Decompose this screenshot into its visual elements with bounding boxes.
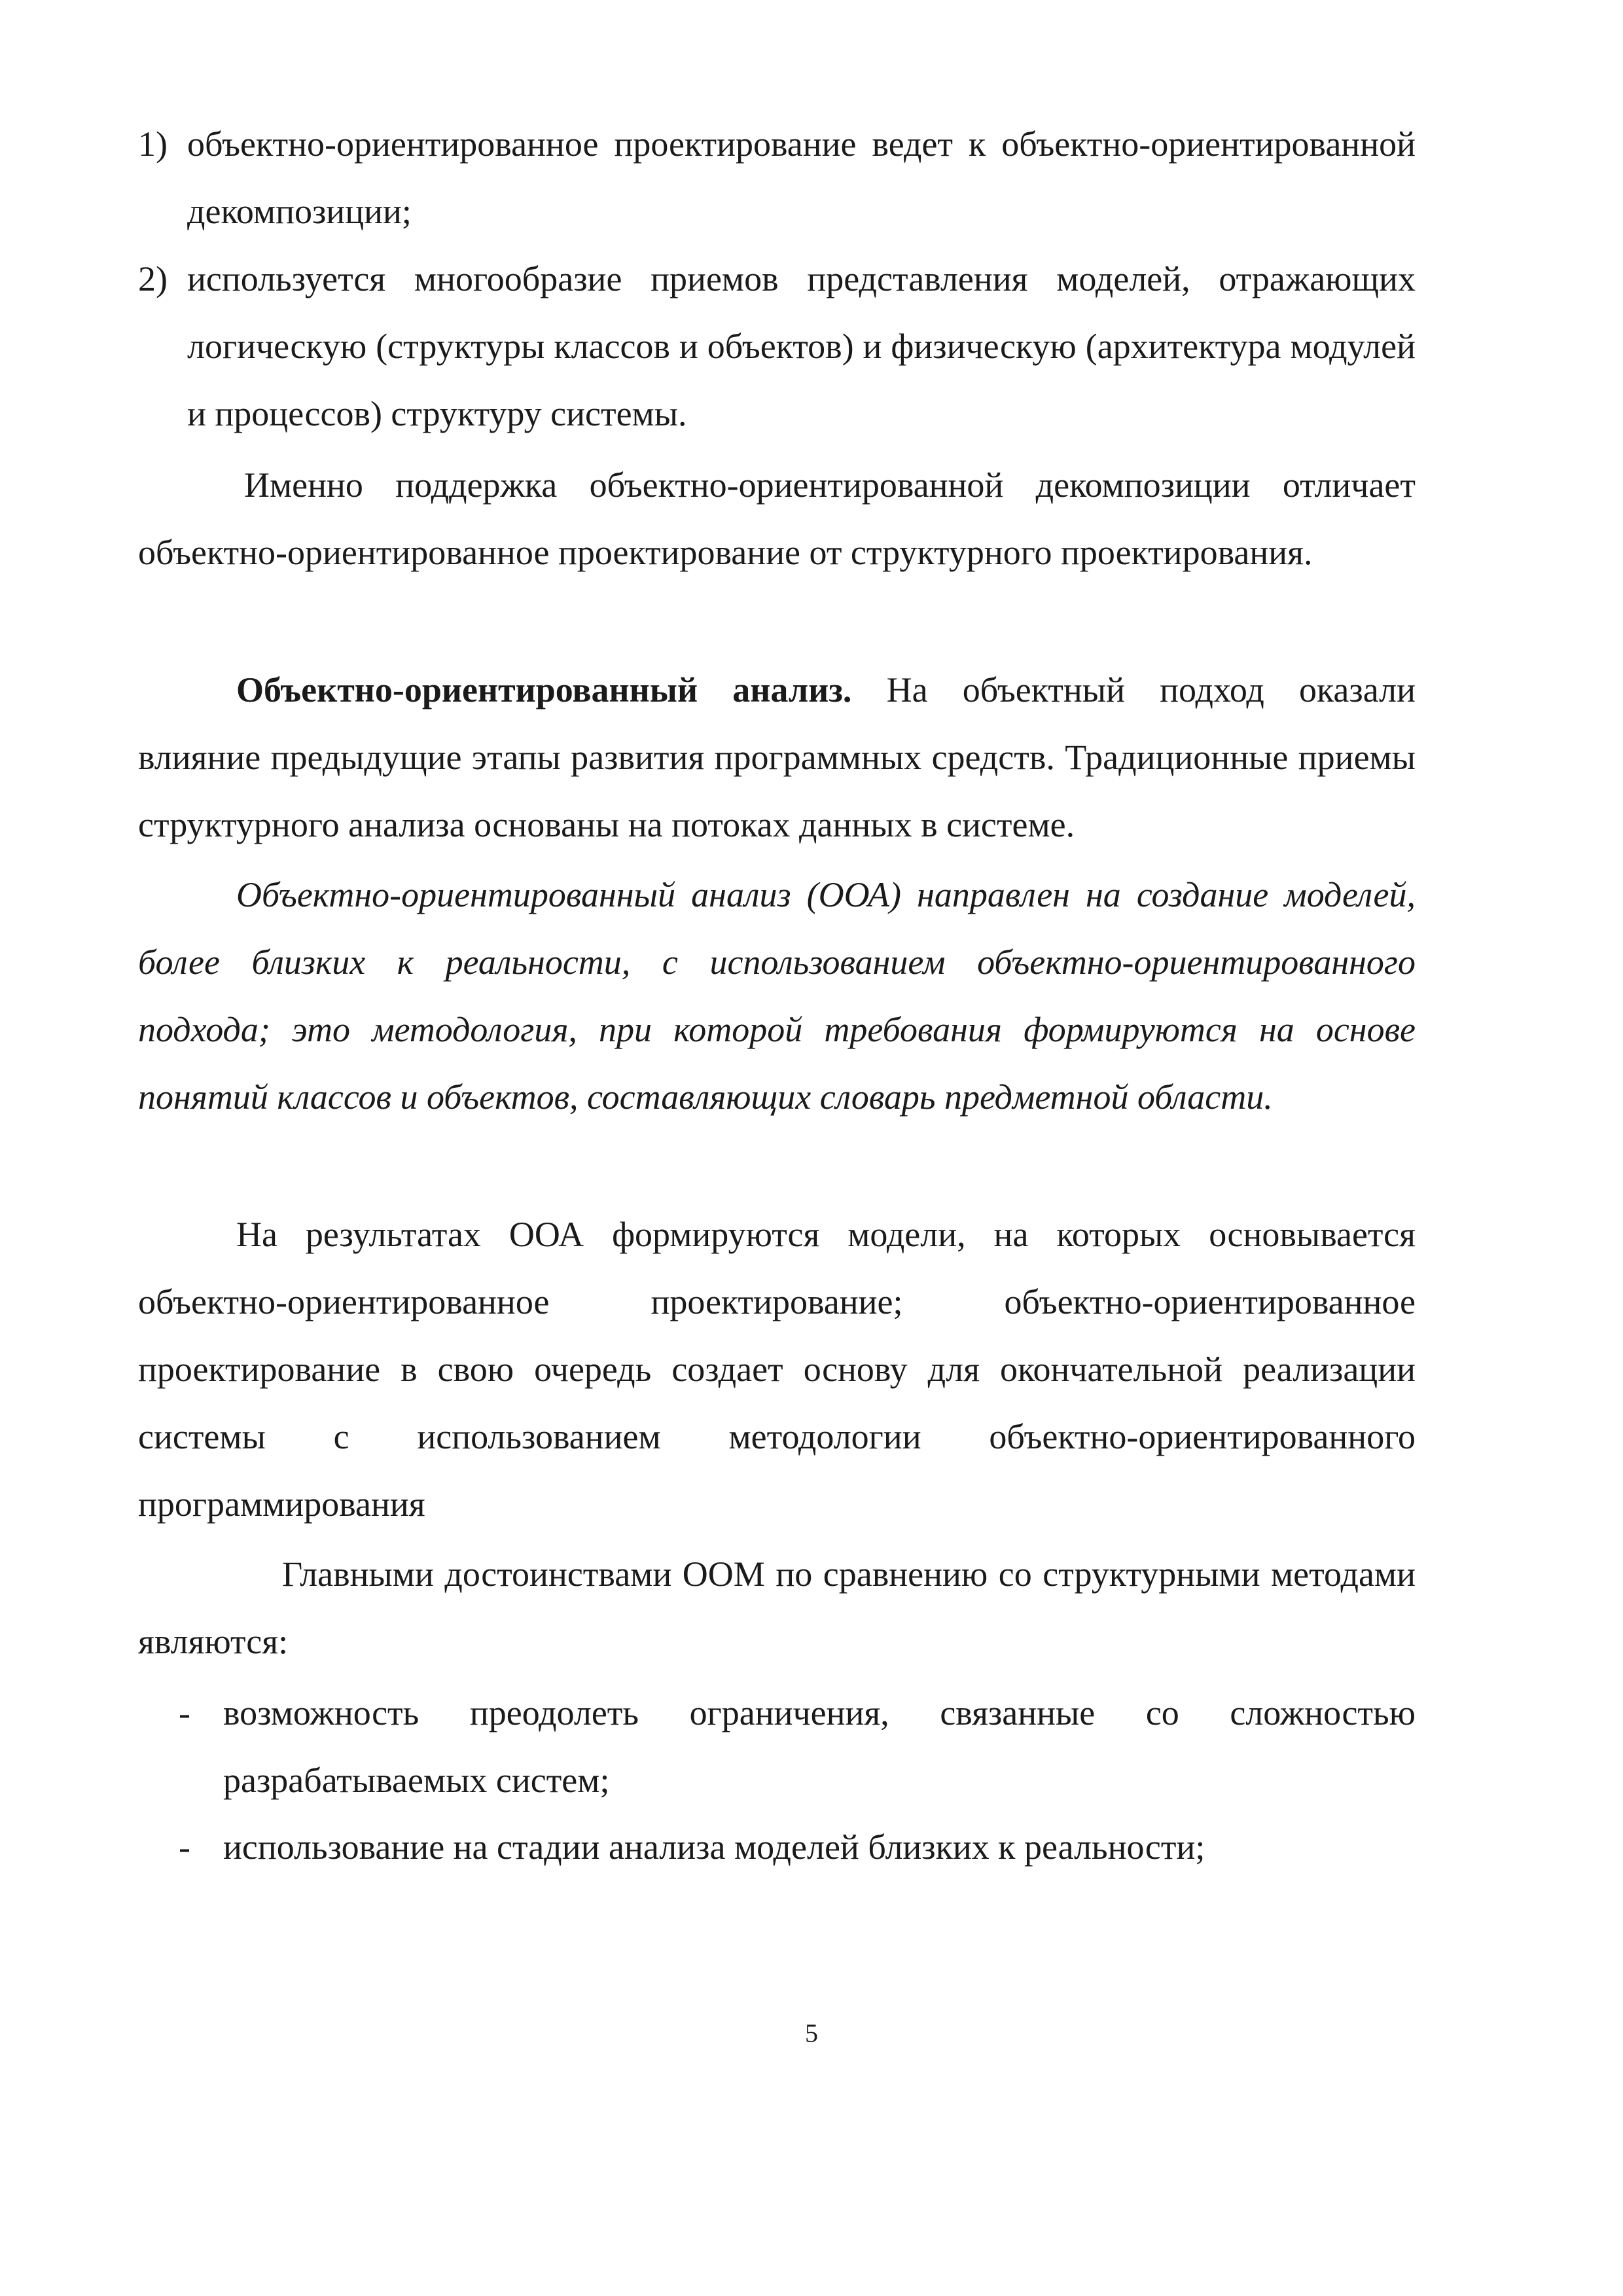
list-item-text: объектно-ориентированное проектирование ведет к объектно-ориентированной декомпозиции; — [187, 124, 1416, 231]
list-item — [174, 1679, 1416, 1814]
list-item-text: используется многообразие приемов представления моделей, отражающих логическую (структуры классов и объектов) и физическую (архитектура модулей и процессов) структуру системы. — [187, 259, 1416, 433]
paragraph-5 — [138, 1541, 1416, 1676]
paragraph-3 — [138, 861, 1416, 1131]
list-item-text: использование на стадии анализа моделей близких к реальности; — [223, 1827, 1205, 1867]
paragraph-text: На объектный подход оказали влияние предыдущие этапы развития программных средств. Традиционные приемы структурного анализа основаны на потоках данных в системе. — [138, 670, 1416, 844]
paragraph-text: Главными достоинствами ООМ по сравнению со структурными методами являются: — [138, 1554, 1416, 1661]
page-number: 5 — [805, 2018, 818, 2048]
list-bullet: - — [179, 1827, 190, 1867]
paragraph-4 — [138, 1201, 1416, 1538]
numbered-list — [138, 111, 1416, 245]
definition-text: Объектно-ориентированный анализ (ООА) направлен на создание моделей, более близких к реальности, с использованием объектно-ориентированного подхода; это методология, при которой требования формируются на основе понятий классов и объектов, составляющих словарь предметной области. — [138, 875, 1416, 1117]
numbered-list-2 — [138, 245, 1416, 448]
list-item-1 — [138, 111, 1416, 245]
list-bullet: - — [179, 1693, 190, 1732]
paragraph-text: Именно поддержка объектно-ориентированной декомпозиции отличает объектно-ориентированное проектирование от структурного проектирования. — [138, 465, 1416, 572]
list-number: 2) — [138, 259, 168, 298]
paragraph-2 — [138, 656, 1416, 859]
section-heading: Объектно-ориентированный анализ. — [236, 670, 852, 709]
list-item-text: возможность преодолеть ограничения, связанные со сложностью разрабатываемых систем; — [223, 1693, 1416, 1800]
dash-list-2 — [174, 1814, 1416, 1881]
dash-list — [174, 1679, 1416, 1814]
list-item — [174, 1814, 1416, 1881]
list-item-2 — [138, 245, 1416, 448]
paragraph-1 — [138, 452, 1416, 586]
list-number: 1) — [138, 124, 168, 164]
paragraph-text: На результатах ООА формируются модели, на которых основывается объектно-ориентированное проектирование; объектно-ориентированное проектирование в свою очередь создает основу для окончательной реализации системы с использованием методологии объектно-ориентированного программирования — [138, 1215, 1416, 1524]
